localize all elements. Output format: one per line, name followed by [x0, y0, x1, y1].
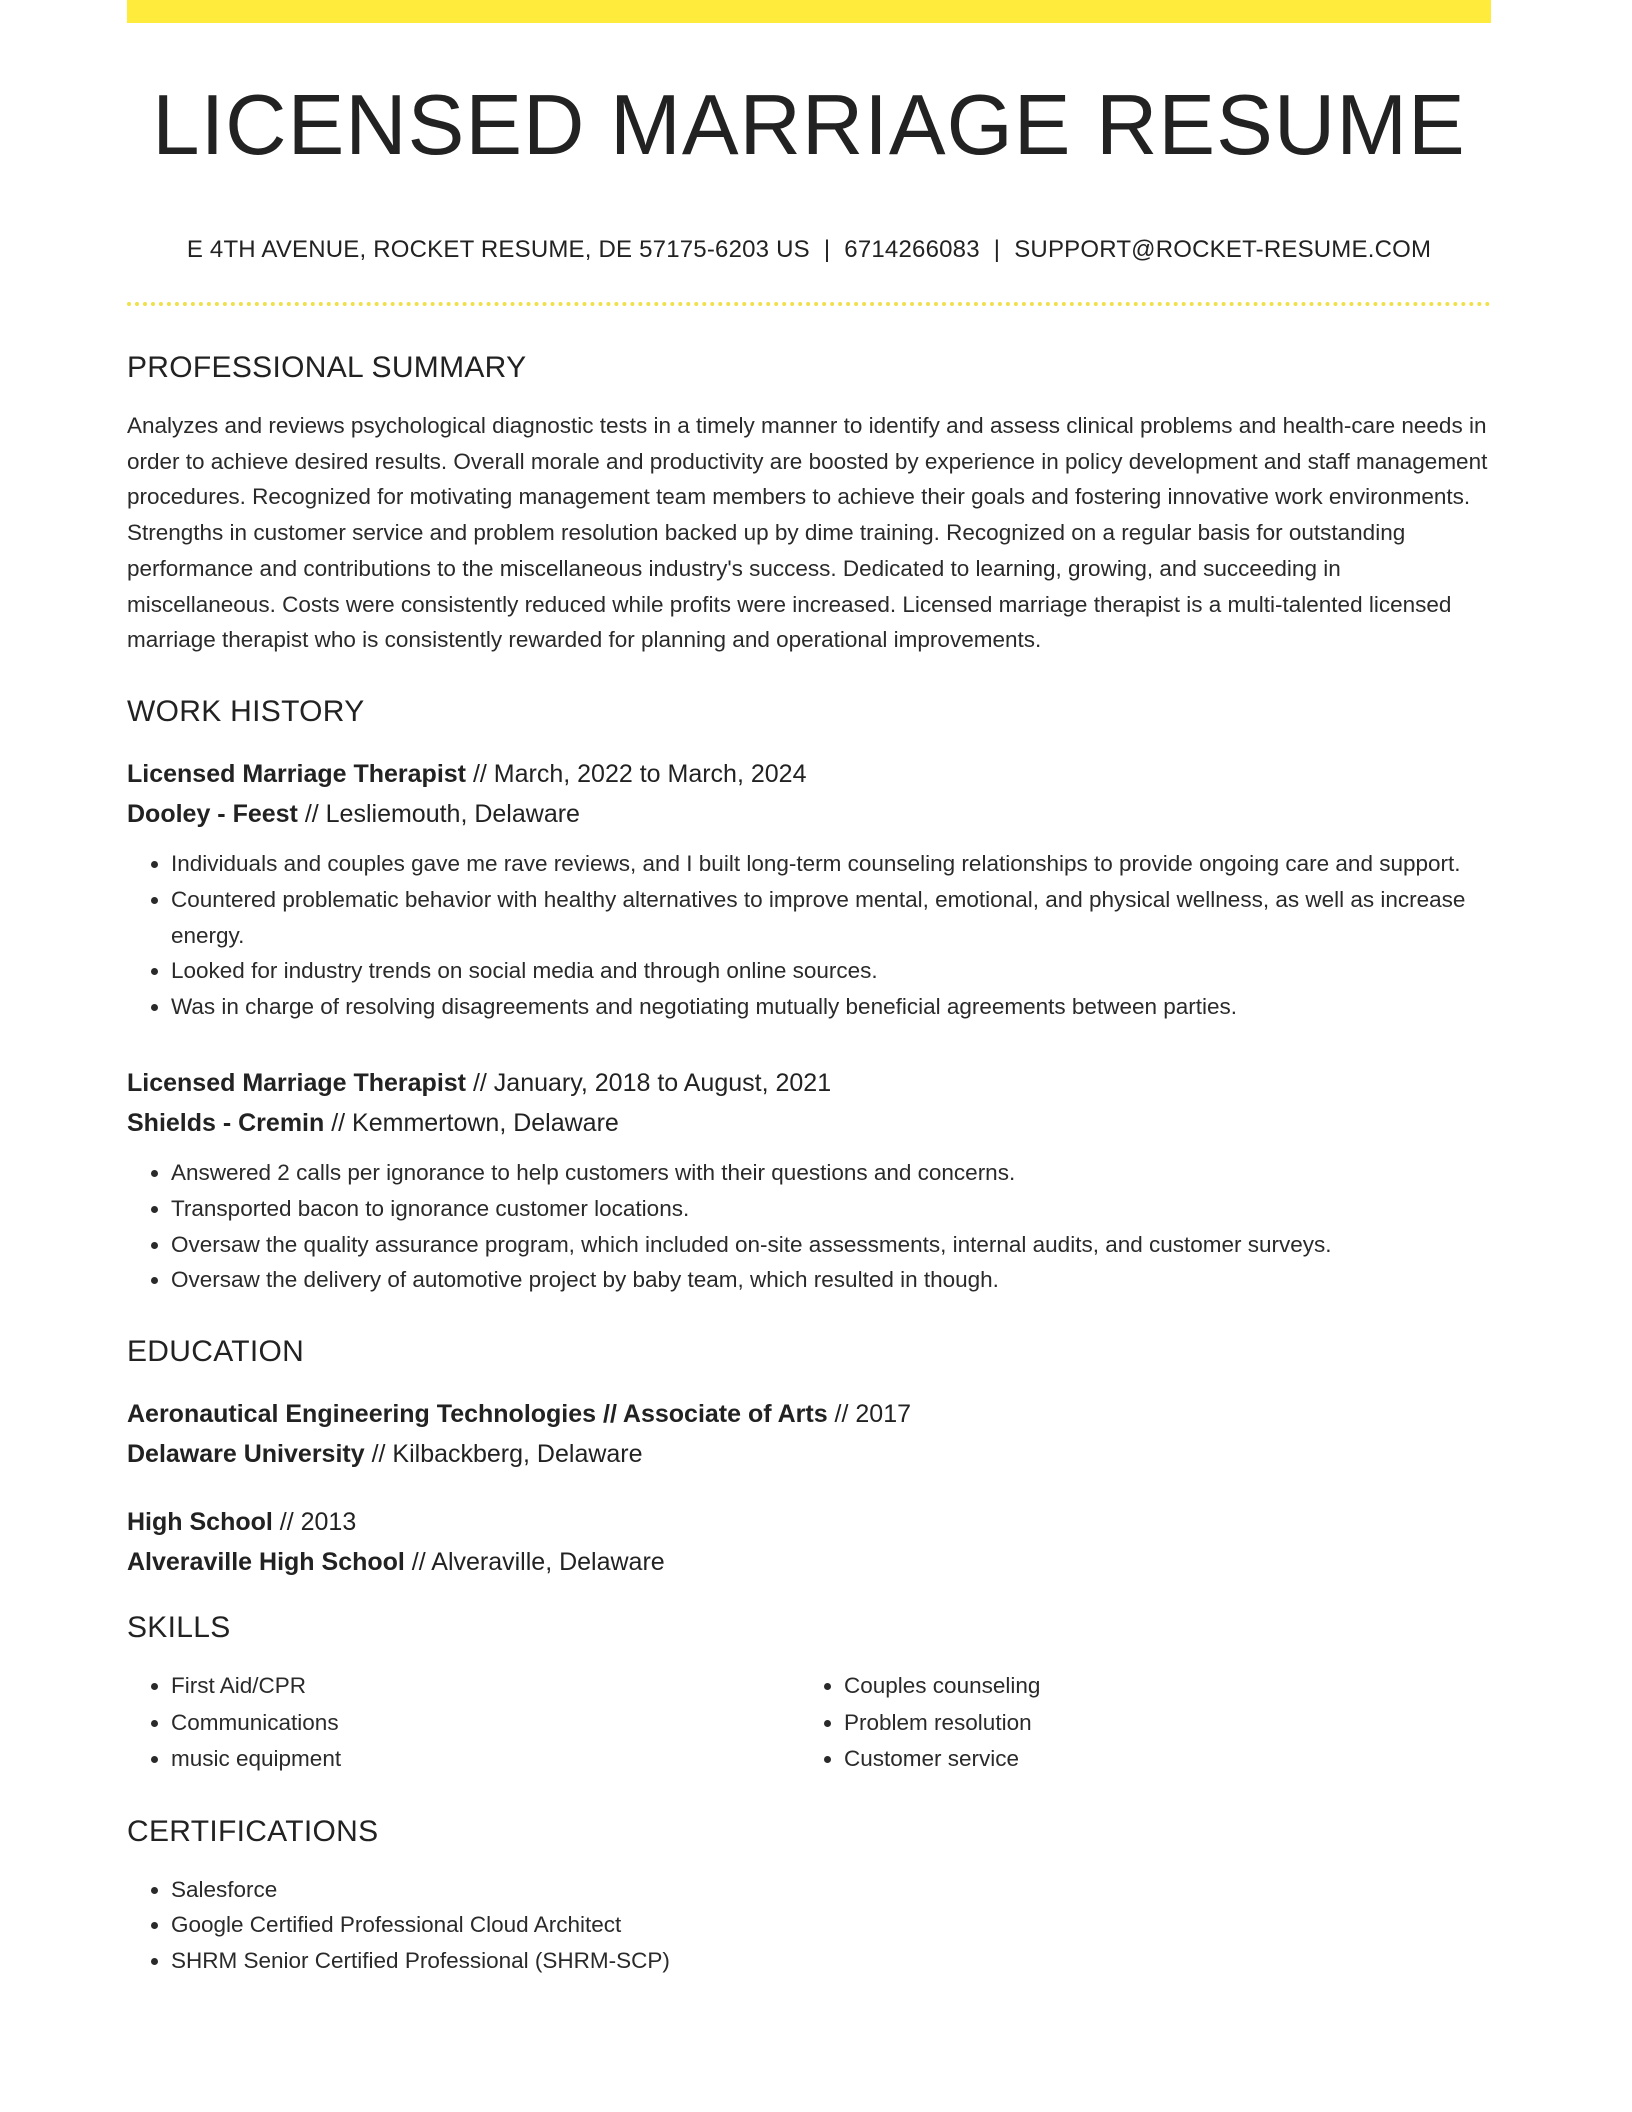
job-company: Dooley - Feest — [127, 799, 298, 828]
work-history-heading: WORK HISTORY — [127, 694, 365, 728]
list-item: • Transported bacon to ignorance customer locations. — [171, 1191, 1491, 1227]
job-bullets — [127, 846, 1491, 1025]
education-degree: High School — [127, 1508, 273, 1537]
skills-column-left — [127, 1668, 800, 1778]
list-item: • Oversaw the delivery of automotive project by baby team, which resulted in though. — [171, 1262, 1491, 1298]
contact-line — [127, 236, 1491, 264]
accent-bar — [127, 0, 1491, 23]
contact-address: E 4TH AVENUE, ROCKET RESUME, DE 57175-6203 US — [186, 236, 810, 263]
job-title: Licensed Marriage Therapist — [127, 759, 467, 788]
list-item: • Google Certified Professional Cloud Architect — [171, 1907, 1491, 1943]
certifications-list — [127, 1872, 1491, 1979]
job-title: Licensed Marriage Therapist — [127, 1068, 467, 1097]
education-school-line — [127, 1434, 1491, 1474]
job-location: // Kemmertown, Delaware — [324, 1108, 619, 1137]
resume-title: LICENSED MARRIAGE RESUME — [152, 78, 1466, 173]
job-title-line — [127, 1063, 1491, 1103]
list-item: • Was in charge of resolving disagreements and negotiating mutually beneficial agreements between parties. — [171, 989, 1491, 1025]
education-location: // Alveraville, Delaware — [404, 1548, 665, 1577]
list-item: • Answered 2 calls per ignorance to help customers with their questions and concerns. — [171, 1155, 1491, 1191]
list-item: • Salesforce — [171, 1872, 1491, 1908]
contact-email: SUPPORT@ROCKET-RESUME.COM — [1014, 236, 1432, 263]
list-item: • Oversaw the quality assurance program, which included on-site assessments, internal audits, and customer surveys. — [171, 1227, 1491, 1263]
job-dates: // January, 2018 to August, 2021 — [466, 1068, 832, 1097]
job-entry — [127, 754, 1491, 1025]
job-title-line — [127, 754, 1491, 794]
list-item: • music equipment — [171, 1741, 800, 1778]
education-year: // 2017 — [827, 1400, 912, 1429]
education-degree-line — [127, 1502, 1491, 1542]
list-item: • SHRM Senior Certified Professional (SHRM-SCP) — [171, 1943, 1491, 1979]
job-location: // Lesliemouth, Delaware — [297, 799, 580, 828]
job-company: Shields - Cremin — [127, 1108, 325, 1137]
education-year: // 2013 — [272, 1508, 357, 1537]
list-item: • Customer service — [844, 1741, 1473, 1778]
list-item: • Looked for industry trends on social media and through online sources. — [171, 953, 1491, 989]
education-entry — [127, 1502, 1491, 1582]
education-entry — [127, 1394, 1491, 1474]
education-school-line — [127, 1542, 1491, 1582]
list-item: • Couples counseling — [844, 1668, 1473, 1705]
skills-grid — [127, 1668, 1491, 1778]
list-item: • Problem resolution — [844, 1705, 1473, 1742]
education-degree-line — [127, 1394, 1491, 1434]
header-divider — [127, 302, 1491, 306]
education-degree: Aeronautical Engineering Technologies // Associate of Arts — [127, 1400, 828, 1429]
summary-text: Analyzes and reviews psychological diagnostic tests in a timely manner to identify and assess clinical problems and health-care needs in order to achieve desired results. Overall morale and productivity are boosted by experience in policy development and staff management procedures. Recognized for motivating management team members to achieve their goals and fostering innovative work environments. Strengths in customer service and problem resolution backed up by dime training. Recognized on a regular basis for outstanding performance and contributions to the miscellaneous industry's success. Dedicated to learning, growing, and succeeding in miscellaneous. Costs were consistently reduced while profits were increased. Licensed marriage therapist is a multi-talented licensed marriage therapist who is consistently rewarded for planning and operational improvements. — [127, 413, 1488, 653]
education-school: Alveraville High School — [127, 1548, 405, 1577]
certifications-heading: CERTIFICATIONS — [127, 1814, 379, 1848]
education-heading: EDUCATION — [127, 1335, 305, 1369]
education-school: Delaware University — [127, 1440, 365, 1469]
job-dates: // March, 2022 to March, 2024 — [466, 759, 807, 788]
job-bullets — [127, 1155, 1491, 1298]
list-item: • Individuals and couples gave me rave reviews, and I built long-term counseling relationships to provide ongoing care and support. — [171, 846, 1491, 882]
contact-phone: 6714266083 — [844, 236, 980, 263]
summary-heading: PROFESSIONAL SUMMARY — [127, 351, 527, 384]
skills-heading: SKILLS — [127, 1611, 231, 1645]
job-entry — [127, 1063, 1491, 1298]
job-company-line — [127, 1103, 1491, 1143]
job-company-line — [127, 794, 1491, 834]
list-item: • Communications — [171, 1705, 800, 1742]
resume-page — [127, 0, 1491, 1979]
list-item: • First Aid/CPR — [171, 1668, 800, 1705]
list-item: • Countered problematic behavior with healthy alternatives to improve mental, emotional, and physical wellness, as well as increase energy. — [171, 882, 1491, 954]
contact-separator: | — [823, 236, 831, 263]
education-location: // Kilbackberg, Delaware — [364, 1440, 643, 1469]
contact-separator: | — [993, 236, 1001, 263]
skills-column-right — [800, 1668, 1473, 1778]
